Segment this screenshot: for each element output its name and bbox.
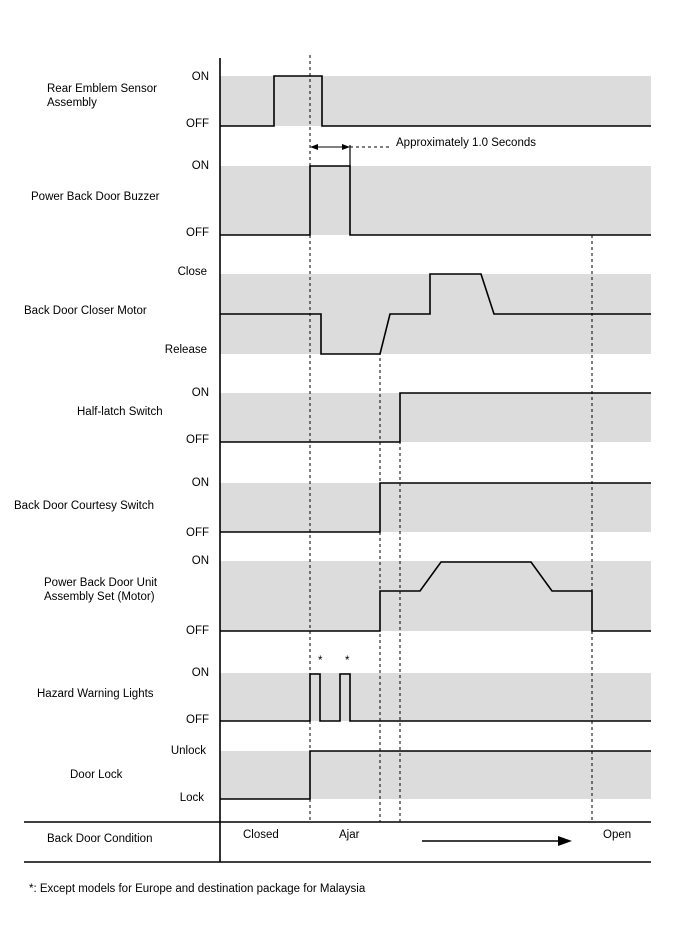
signal-name-pbd-motor: Power Back Door Unit Assembly Set (Motor): [44, 577, 158, 603]
condition-state-open: Open: [603, 829, 632, 841]
signal-name-door-lock: Door Lock: [70, 769, 123, 781]
level-low-rear-emblem: OFF: [186, 118, 209, 130]
signal-name-hazard: Hazard Warning Lights: [37, 688, 154, 700]
level-low-pbd-motor: OFF: [186, 625, 209, 637]
band-buzzer: [220, 166, 651, 235]
duration-arrow-right-head: [342, 144, 350, 150]
hazard-asterisk-2: *: [345, 655, 350, 667]
band-rear-emblem: [220, 76, 651, 126]
level-low-door-lock: Lock: [179, 792, 204, 804]
level-high-closer-motor: Close: [177, 266, 207, 278]
level-high-buzzer: ON: [191, 160, 209, 172]
signal-name-rear-emblem: Rear Emblem Sensor Assembly: [47, 83, 157, 109]
level-low-courtesy: OFF: [186, 527, 209, 539]
condition-state-closed: Closed: [243, 829, 279, 841]
level-high-rear-emblem: ON: [191, 71, 209, 83]
level-low-half-latch: OFF: [186, 434, 209, 446]
signal-bands: [220, 76, 651, 799]
duration-label: Approximately 1.0 Seconds: [396, 137, 536, 149]
level-high-door-lock: Unlock: [170, 745, 206, 757]
level-low-closer-motor: Release: [164, 344, 207, 356]
signal-name-closer-motor: Back Door Closer Motor: [24, 305, 147, 317]
footnote: *: Except models for Europe and destination package for Malaysia: [29, 883, 366, 895]
condition-progress-arrow-head: [558, 836, 572, 846]
band-courtesy: [220, 483, 651, 532]
signal-name-half-latch: Half-latch Switch: [77, 406, 163, 418]
signal-names: [14, 83, 163, 781]
band-door-lock: [220, 751, 651, 799]
band-hazard: [220, 673, 651, 721]
signal-name-courtesy: Back Door Courtesy Switch: [14, 500, 154, 512]
level-high-hazard: ON: [191, 667, 209, 679]
duration-arrow-left-head: [310, 144, 318, 150]
band-half-latch: [220, 393, 651, 442]
level-low-buzzer: OFF: [186, 227, 209, 239]
duration-annotation: [310, 137, 536, 166]
level-high-pbd-motor: ON: [191, 555, 209, 567]
level-low-hazard: OFF: [186, 714, 209, 726]
condition-state-ajar: Ajar: [339, 829, 360, 841]
hazard-asterisk-1: *: [318, 655, 323, 667]
band-pbd-motor: [220, 561, 651, 631]
level-high-courtesy: ON: [191, 477, 209, 489]
condition-row-label: Back Door Condition: [47, 833, 153, 845]
level-high-half-latch: ON: [191, 387, 209, 399]
level-labels: [165, 71, 209, 804]
signal-name-buzzer: Power Back Door Buzzer: [31, 191, 160, 203]
